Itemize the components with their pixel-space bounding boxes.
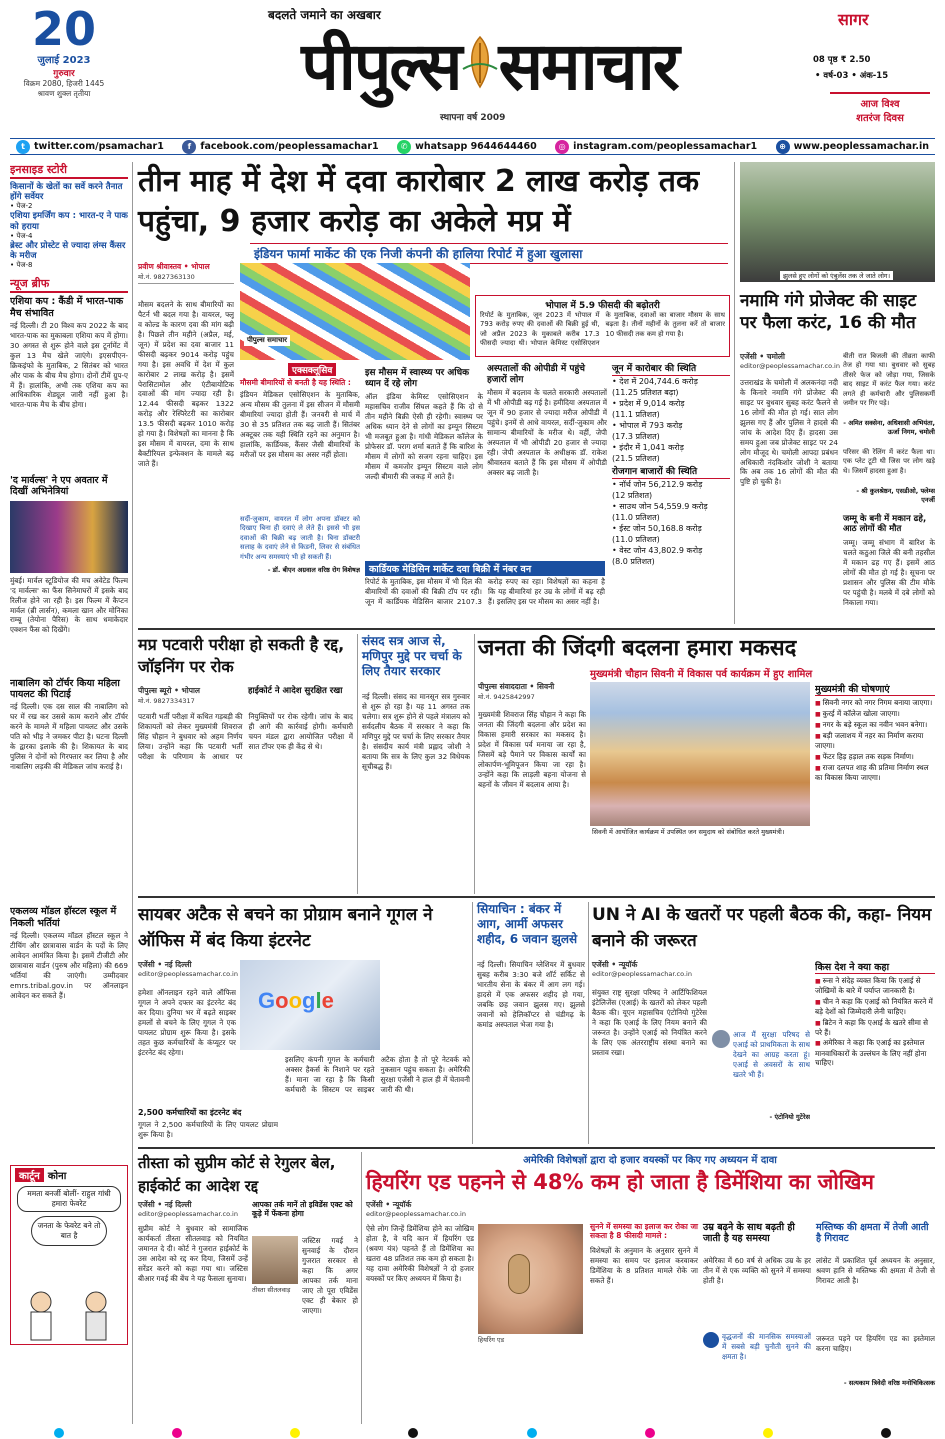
cyber-email: editor@peoplessamachar.co.in (138, 970, 238, 978)
quote-text: आज मैं सुरक्षा परिषद से एआई को प्राथमिकता के साथ देखने का आग्रह करता हूं। एआई से अवसरों के साथ खतरे भी हैं। (733, 1030, 810, 1079)
ghoshna-item: ■ राजा दलपत शाह की प्रतिमा निर्माण स्थल का विकास किया जाएगा। (815, 763, 935, 783)
inside-item[interactable]: एशिया इमर्जिंग कप : भारत-ए ने पाक को हराया (10, 211, 128, 232)
brief-headline: एशिया कप : कैंडी में भारत-पाक मैच संभावित (10, 296, 124, 319)
namami-quote1 (843, 352, 935, 444)
namami-email: editor@peoplessamachar.co.in (740, 362, 840, 370)
jammu-text: जम्मू। जम्मू संभाग में बारिश के चलते कठुआ जिले की बनी तहसील में मकान ढह गए हैं। इसमें आठ लोगों की मौत हो गई है। सूचना पर प्रशासन और पुलिस की टीम मौके पर पहुंची है। मलबे में दबे लोगों को निकाला गया। (843, 538, 935, 607)
tagline: बदलते जमाने का अखबार (268, 8, 381, 22)
siachen-headline: सियाचिन : बंकर में आग, आर्मी अफसर शहीद, 6 जवान झुलसे (477, 902, 578, 946)
zone-item: (12 प्रतिशत) (612, 490, 653, 500)
pills-logo: पीपुल्स समाचार (244, 335, 290, 346)
un-email: editor@peoplessamachar.co.in (592, 970, 692, 978)
hearing-sub-head: सुनने में समस्या का इलाज कर रोका जा सकता है 8 फीसदी मामले : (590, 1222, 698, 1240)
ghoshna-item: ■ बड़ी जलाशय में नहर का निर्माण कराया जाएगा। (815, 731, 935, 751)
hearing-sub-head: उम्र बढ़ने के साथ बढ़ती ही जाती है यह समस्या (703, 1222, 795, 1245)
instagram-icon: ◎ (555, 140, 569, 154)
reg-cyan-icon (527, 1428, 537, 1438)
hearing-headline: हियरिंग एड पहनने से 48% कम हो जाता है डिमेंशिया का जोखिम (366, 1170, 874, 1194)
doctor-quote (240, 515, 360, 585)
date-number: 20 (31, 2, 96, 56)
inside-item[interactable]: ब्रेस्ट और प्रोस्टेट से ज्यादा लंग्स कैंसर के मरीज (10, 240, 126, 261)
hearing-aid-photo (478, 1224, 583, 1334)
teesta-quote-head: आपका तर्क मानें तो इविडेंस एक्ट को कूड़े में फेंकना होगा (252, 1200, 353, 1218)
sansad-headline: संसद सत्र आज से, मणिपुर मुद्दे पर चर्चा के लिए तैयार सरकार (362, 634, 462, 678)
teesta-photo (252, 1236, 298, 1284)
un-text: संयुक्त राष्ट्र सुरक्षा परिषद ने आर्टिफिशियल इंटेलिजेंस (एआई) के खतरों को लेकर पहली बैठक की। यूएन महासचिव एंटोनियो गुटेरेस ने कहा कि एआई के लिए नियम बनाने की जरूरत है। उन्होंने एआई को नियंत्रित करने के लिए एक अंतरराष्ट्रीय संस्था बनाने का प्रस्ताव रखा। (592, 988, 707, 1057)
jammu-headline: जम्मू के बनी में मकान ढहे, आठ लोगों की मौत (843, 514, 927, 535)
reg-yellow-icon (290, 1428, 300, 1438)
lead-sub-head: मौसमी बीमारियों से बनती है यह स्थिति : (240, 378, 351, 387)
quote-author: - एंटोनियो गुटेरेस (769, 1113, 810, 1121)
namami-text: उत्तराखंड के चमोली में अलकनंदा नदी के किनारे नमामि गंगे प्रोजेक्ट की साइट पर बुधवार सुबह करंट फैलने से 16 लोगों की मौत हो गई। सात लोग झुलस गए हैं और पुलिस ने हादसे की जांच के आदेश दिए हैं। हादसा उस समय हुआ जब प्रोजेक्ट साइट पर 24 लोग मौजूद थे। चमोली आपदा प्रबंधन अधिकारी नंदकिशोर जोशी ने बताया कि अब तक 16 लोगों की मौत की पुष्टि हो चुकी है। (740, 378, 838, 487)
un-side-item: ■ चीन ने कहा कि एआई को नियंत्रित करने में बड़े देशों को जिम्मेदारी लेनी चाहिए। (815, 997, 935, 1017)
pages-price: 08 पृष्ठ ₹ 2.50 (813, 55, 871, 65)
un-byline-box (592, 960, 707, 978)
lead-byline: प्रवीण श्रीवास्तव • भोपाल (138, 262, 210, 271)
hearing-sub-head: मस्तिष्क की क्षमता में तेजी आती है गिरावट (816, 1222, 929, 1245)
web-icon: ⊕ (776, 140, 790, 154)
stats-item: (21.5 प्रतिशत) (612, 453, 660, 463)
inside-item[interactable]: किसानों के खेतों का सर्वे करने तैनात होंगे सर्वेयर (10, 182, 123, 203)
patwari-byline: पीपुल्स ब्यूरो • भोपाल (138, 686, 201, 695)
cyber-text: हमेशा ऑनलाइन रहने वाले ऑफिस गूगल ने अपने दफ्तर का इंटरनेट बंद कर दिया। दुनिया भर में बढ़ते साइबर हमलों से बचने के लिए गूगल ने एक पायलट प्रोग्राम शुरू किया है। इसके तहत कुछ कर्मचारियों के कंप्यूटर पर इंटरनेट बंद रहेगा। (138, 988, 236, 1057)
whatsapp-icon: ✆ (397, 140, 411, 154)
zone-item: • ईस्ट जोन 50,168.8 करोड़ (612, 523, 702, 533)
masthead (0, 0, 945, 140)
quote-text: बीती रात बिजली की तीव्रता काफी तेज हो गया था। बुधवार को सुबह तीसरे फेज को जोड़ा गया, जिसके बाद साइट में करंट फैल गया। करंट लगते ही कर्मचारी और पुलिसकर्मी जमीन पर गिर पड़े। (843, 352, 935, 407)
cyber-text2: इसलिए कंपनी गूगल के कर्मचारी अक्सर हैकर्स के निशाने पर रहते हैं। माना जा रहा है कि किसी कर्मचारी के सिस्टम पर साइबर अटैक होता है तो पूरे नेटवर्क को नुकसान पहुंच सकता है। अमेरिकी सुरक्षा एजेंसी ने हाल ही में चेतावनी जारी की थी। (285, 1055, 470, 1094)
teesta-quote-text: जस्टिस गवई ने सुनवाई के दौरान गुजरात सरकार से कहा कि अगर आपका तर्क माना जाए तो पूरा एविडेंस एक्ट ही बेकार हो जाएगा। (302, 1236, 358, 1315)
paper-title (172, 18, 807, 110)
un-byline: एजेंसी • न्यूयॉर्क (592, 960, 638, 969)
hearing-kicker: अमेरिकी विशेषज्ञों द्वारा दो हजार वयस्कों पर किए गए अध्ययन में दावा (523, 1155, 777, 1166)
brief-text: नई दिल्ली। एक दस साल की नाबालिग को घर में रख कर उससे काम कराने और टॉर्चर करने के मामले में महिला पायलट और उसके पति को भीड़ ने जमकर पीटा है। घटना दिल्ली के द्वारका इलाके की है। शिकायत के बाद पुलिस ने दोनों को गिरफ्तार कर लिया है और नाबालिग लड़की की मेडिकल जांच कराई है। (10, 702, 128, 772)
hearing-text: ऐसे लोग जिन्हें डिमेंशिया होने का जोखिम होता है, वे यदि कान में हियरिंग एड (श्रवण यंत्र) पहनते हैं तो डिमेंशिया का खतरा 48 प्रतिशत तक कम हो सकता है। यह दावा अमेरिकी विशेषज्ञों ने दो हजार वयस्कों पर किए अध्ययन में किया है। (366, 1224, 474, 1283)
brief-headline: एकलव्य मॉडल हॉस्टल स्कूल में निकली भर्तियां (10, 906, 117, 929)
print-marks (0, 1427, 945, 1439)
inside-page: • पेज-8 (10, 261, 33, 270)
ghoshna-box (815, 682, 935, 890)
reg-yellow-icon (763, 1428, 773, 1438)
stats-item: • इंदौर में 1,041 करोड़ (612, 442, 684, 452)
teesta-email: editor@peoplessamachar.co.in (138, 1210, 238, 1218)
edition-name: सागर (838, 10, 869, 29)
lead-byline-box (138, 262, 234, 284)
un-headline: UN ने AI के खतरों पर पहली बैठक की, कहा- नियम बनाने की जरूरत (592, 905, 932, 951)
stats-item: (11.25 प्रतिशत बढ़ा) (612, 387, 679, 397)
quote-text: वृद्धजनों की मानसिक समस्याओं में सबसे बड़ी चुनौती सुनने की क्षमता है। (722, 1332, 811, 1361)
lead-sub-head: अस्पतालों की ओपीडी में पहुंचे हजारों लोग (487, 364, 585, 385)
un-side-item: ■ रूस ने संदेह व्यक्त किया कि एआई से जोखिमों के बारे में पर्याप्त जानकारी है। (815, 976, 935, 996)
twitter-icon: t (16, 140, 30, 154)
quote-text: परिसर की रेलिंग में करंट फैला था। एक प्लेट टूटी थी जिस पर लोग खड़े थे। जिसमें हादसा हुआ है। (843, 448, 935, 475)
stats-item: • प्रदेश में 9,014 करोड़ (612, 398, 685, 408)
un-side-box (815, 960, 935, 1142)
cartoon-corner: कोना (47, 1171, 67, 1183)
janta-byline-box (478, 682, 586, 701)
date-samvat: विक्रम 2080, हिजरी 1445 (23, 79, 105, 88)
date-block (14, 2, 114, 99)
hearing-aid-icon (508, 1254, 530, 1294)
lead-col1: मौसम बदलने के साथ बीमारियों का पैटर्न भी बदल गया है। वायरल, फ्लू व कोल्ड के कारण दवा की मांग बढ़ी है। पिछले तीन महीने (अप्रैल, मई, जून) में प्रदेश का दवा बाजार 11 फीसदी बढ़कर 9014 करोड़ पहुंच गया है। इस अवधि में देश में कुल कारोबार 2 लाख करोड़ है। इसमें पेरासिटामोल और एंटीबायोटिक दवाओं की मांग ज्यादा रही है। 12.44 फीसदी बढ़कर 1322 करोड़ और रेस्पिरेटरी का कारोबार 13.5 फीसदी बढ़कर 1010 करोड़ हो गया है। विशेषज्ञों का मानना है कि इस मौसम में वायरल, दमा के साथ बैक्टीरियल इन्फेक्शन के मामले बढ़ जाते हैं। (138, 300, 234, 468)
date-weekday: गुरुवार (53, 69, 75, 79)
hearing-col4: लांसेट में प्रकाशित पूर्व अध्ययन के अनुसार, श्रवण हानि से मस्तिष्क की क्षमता में तेजी से गिरावट आती है। (816, 1256, 935, 1285)
un-side-item: ■ अमेरिका ने कहा कि एआई का इस्तेमाल मानवाधिकारों के उल्लंघन के लिए नहीं होना चाहिए। (815, 1038, 935, 1068)
un-side-item: ■ ब्रिटेन ने कहा कि एआई के खतरे सीमा से परे हैं। (815, 1018, 935, 1038)
title-left: पीपुल्स (301, 28, 461, 105)
quote-author: - श्री कुलश्रेष्ठन, एसडीओ, फ्लेम्स एनर्जी (856, 487, 935, 504)
zone-item: • नॉर्थ जोन 56,212.9 करोड़ (612, 479, 703, 489)
namami-byline-box (740, 352, 840, 370)
hearing-photo-caption: हियरिंग एड (478, 1336, 505, 1344)
hearing-byline: एजेंसी • न्यूयॉर्क (366, 1200, 412, 1209)
patwari-text: पटवारी भर्ती परीक्षा में कथित गड़बड़ी की शिकायतों को लेकर मुख्यमंत्री शिवराज सिंह चौहान ने बुधवार को अहम निर्णय लिया। उन्होंने कहा कि पटवारी भर्ती परीक्षा के परिणाम के आधार पर नियुक्तियों पर रोक रहेगी। जांच के बाद ही आगे की कार्रवाई होगी। कर्मचारी चयन मंडल द्वारा आयोजित परीक्षा में सात टॉपर एक ही केंद्र से थे। (138, 712, 353, 761)
brief-text: नई दिल्ली। टी 20 विश्व कप 2022 के बाद भारत-पाक का मुकाबला एशिया कप में होगा। 30 अगस्त से शुरू होने वाले इस टूर्नामेंट में कुल 13 मैच खेले जाएंगे। इएसपीएन-क्रिकइंफो के मुताबिक, 2 सितंबर को भारत और पाक के बीच मैच होगा। दोनों टीमें ग्रुप-ए में हैं। हालांकि, अभी तक एशिया कप का आधिकारिक शेड्यूल जारी नहीं हुआ है। भारत-पाक मैच के बीच होगा। (10, 320, 128, 410)
inside-page: • पेज-2 (10, 202, 33, 211)
date-month: जुलाई 2023 (37, 55, 91, 66)
brief-text: नई दिल्ली। एकलव्य मॉडल हॉस्टल स्कूल ने टीचिंग और छात्रावास वार्डन के पदों के लिए आवेदन आमंत्रित किया है। इसमें टीजीटी और छात्रावास वार्डन (पुरुष और महिला) की 669 भर्तियां की जाएंगी। उम्मीदवार emrs.tribal.gov.in पर ऑनलाइन आवेदन कर सकते हैं। (10, 931, 128, 1000)
lead-sub-head: इस मौसम में स्वास्थ्य पर अधिक ध्यान दें रहे लोग (365, 368, 470, 389)
card-head: कार्डियक मेडिसिन मार्केट दवा बिक्री में नंबर वन (365, 561, 605, 576)
cyber-sub-head: 2,500 कर्मचारियों का इंटरनेट बंद (138, 1108, 242, 1117)
ghoshna-item: ■ सिवनी नगर को नगर निगम बनाया जाएगा। (815, 698, 935, 708)
lead-deck: इंडियन फार्मा मार्केट की एक निजी कंपनी की हालिया रिपोर्ट में हुआ खुलासा (250, 243, 728, 264)
left-column (10, 162, 128, 1424)
cartoon-bubble: ममता बनर्जी बोलीं- राहुल गांधी हमारा फेवरेट (17, 1186, 121, 1212)
title-right: समाचार (498, 28, 678, 105)
cyber-sub-text: गूगल ने 2,500 कर्मचारियों के लिए पायलट प्रोग्राम शुरू किया है। (138, 1120, 278, 1139)
lead-col3: ऑल इंडिया केमिस्ट एसोसिएशन के महासचिव राजीव सिंघल कहते हैं कि दो से तीन महीने बिक्री ऐसी ही रहेगी। स्वास्थ्य पर अधिक ध्यान देने से लोगों का इम्यून सिस्टम भी मजबूत हुआ है। गांधी मेडिकल कॉलेज के प्रोफेसर डॉ. पराग शर्मा बताते हैं कि बारिश के मौसम में लोगों को सजग रहना चाहिए। इस मौसम में कमजोर इम्यून सिस्टम वाले लोग जल्दी बीमारी की जकड़ में आते हैं। (365, 392, 483, 481)
un-side-title: किस देश ने क्या कहा (815, 960, 935, 974)
inside-story-title: इनसाइड स्टोरी (10, 162, 128, 179)
zone-item: (11.0 प्रतिशत) (612, 534, 660, 544)
janta-photo-caption: सिवनी में आयोजित कार्यक्रम में उपस्थित जन समुदाय को संबोधित करते मुख्यमंत्री। (590, 826, 810, 837)
chamoli-photo (740, 162, 935, 282)
reg-black-icon (881, 1428, 891, 1438)
brief-headline: 'द मार्वल्स' ने एप अवतार में दिखीं अभिनेत्रियां (10, 474, 108, 498)
brief-text: मुंबई। मार्वल स्टूडियोज की मच अवेटेड फिल्म 'द मार्वल्स' का फैंस सिनेमाघरों में इसके बाद रिलीज होने जा रही है। इस फिल्म में कैप्टन मार्वल (ब्री लार्सन), कमला खान और मोनिका राम्बू (तेयोना पैरिस) के साथ धमाकेदार एक्शन फैंस को दिखेंगे। (10, 575, 128, 635)
cartoon-box (10, 1165, 128, 1345)
expert-photo (703, 1332, 719, 1348)
siachen-text: नई दिल्ली। सियाचिन ग्लेशियर में बुधवार सुबह करीब 3:30 बजे शॉर्ट सर्किट से भारतीय सेना के बंकर में आग लग गई। हादसे में एक अफसर शहीद हो गया, जबकि छह जवान झुलस गए। झुलसे जवानों को हेलिकॉप्टर से चंडीगढ़ के कमांड अस्पताल भेजा गया है। (477, 960, 585, 1029)
teesta-photo-caption: तीस्ता सीतलवाड़ (252, 1286, 291, 1294)
zone-item: • वेस्ट जोन 43,802.9 करोड़ (612, 545, 703, 555)
today-line1: आज विश्व (860, 99, 900, 110)
stats-item: (11.1 प्रतिशत) (612, 409, 660, 419)
hearing-quote-author: - सत्यकाम त्रिवेदी वरिष्ठ मनोचिकित्सक (843, 1379, 935, 1387)
google-logo-icon: Google (258, 988, 334, 1013)
news-brief-title: न्यूज ब्रीफ (10, 276, 128, 293)
reg-black-icon (408, 1428, 418, 1438)
janta-photo (590, 682, 810, 837)
zone-item: (11.0 प्रतिशत) (612, 512, 660, 522)
logo-pen-icon (461, 29, 499, 99)
cyber-headline: सायबर अटैक से बचने का प्रोग्राम बनाने गूगल ने ऑफिस में बंद किया इंटरनेट (138, 905, 433, 951)
lead-headline: तीन माह में देश में दवा कारोबार 2 लाख करोड़ तक पहुंचा, 9 हजार करोड़ का अकेले मप्र में (138, 164, 700, 239)
patwari-phone: मो.नं. 9827334317 (138, 697, 195, 705)
teesta-byline-box (138, 1200, 248, 1218)
janta-phone: मो.नं. 9425842997 (478, 693, 535, 701)
stats-item: • देश में 204,744.6 करोड़ (612, 376, 698, 386)
zone-item: (8.0 प्रतिशत) (612, 556, 655, 566)
namami-byline: एजेंसी • चमोली (740, 352, 785, 361)
stats-item: • भोपाल में 793 करोड़ (612, 420, 683, 430)
today-line2: शतरंज दिवस (856, 113, 904, 124)
zone-item: • साउथ जोन 54,559.9 करोड़ (612, 501, 708, 511)
cartoon-title: कार्टून (15, 1168, 44, 1182)
stats-item: (17.3 प्रतिशत) (612, 431, 660, 441)
brief-headline: नाबालिग को टॉर्चर किया महिला पायलट की पिटाई (10, 677, 120, 701)
teesta-byline: एजेंसी • नई दिल्ली (138, 1200, 192, 1209)
hearing-quote2: जरूरत पड़ने पर हियरिंग एड का इस्तेमाल करना चाहिए। (816, 1334, 935, 1353)
exclusive-tag: एक्सक्लूसिव (288, 363, 336, 376)
today-box (830, 92, 930, 124)
patwari-byline-box (138, 686, 238, 705)
quote-author: - अमित सक्सेना, अधिशासी अभियंता, ऊर्जा निगम, चमोली (843, 419, 935, 436)
janta-headline: जनता की जिंदगी बदलना हमारा मकसद (478, 636, 797, 661)
hearing-email: editor@peoplessamachar.co.in (366, 1210, 466, 1218)
social-instagram[interactable]: ◎ instagram.com/peoplessamachar1 (555, 140, 757, 154)
guterres-photo (712, 1030, 730, 1048)
facebook-icon: f (182, 140, 196, 154)
cyber-byline: एजेंसी • नई दिल्ली (138, 960, 192, 969)
reg-magenta-icon (645, 1428, 655, 1438)
namami-headline: नमामि गंगे प्रोजेक्ट की साइट पर फैला करंट, 16 की मौत (740, 291, 917, 333)
stats-head: जून में कारोबार की स्थिति (612, 364, 730, 376)
social-whatsapp[interactable]: ✆ whatsapp 9644644460 (397, 140, 537, 154)
ghoshna-title: मुख्यमंत्री की घोषणाएं (815, 682, 935, 696)
hearing-col3: अमेरिका में 60 वर्ष से अधिक उम्र के हर तीन में से एक व्यक्ति को सुनने में समस्या होती है। (703, 1256, 811, 1285)
social-web[interactable]: ⊕ www.peoplessamachar.in (776, 140, 929, 154)
hearing-byline-box (366, 1200, 474, 1218)
pills-photo (240, 263, 470, 360)
lead-col4: मौसम में बदलाव के चलते सरकारी अस्पतालों में भी ओपीडी बढ़ गई है। हमीदिया अस्पताल में जून में 90 हजार से ज्यादा मरीज ओपीडी में पहुंचे। इनमें से आधे वायरल, सर्दी-जुकाम और सामान्य बीमारियों के मरीज थे। वहीं, जेपी अस्पताल में भी ओपीडी 20 हजार से ज्यादा रही। जेपी अस्पताल के अधीक्षक डॉ. राकेश श्रीवास्तव बताते हैं कि इस मौसम में ओपीडी अक्सर बढ़ जाती है। (487, 388, 607, 477)
social-facebook[interactable]: f facebook.com/peoplessamachar1 (182, 140, 378, 154)
bhopal-box (475, 295, 730, 357)
cartoon-figure-icon (11, 1282, 127, 1342)
inside-page: • पेज-4 (10, 231, 33, 240)
namami-quote2 (843, 448, 935, 510)
janta-byline: पीपुल्स संवाददाता • सिवनी (478, 682, 555, 691)
reg-magenta-icon (172, 1428, 182, 1438)
lead-phone: मो.नं. 9827363130 (138, 272, 234, 284)
patwari-hc-head: हाईकोर्ट ने आदेश सुरक्षित रखा (248, 686, 343, 696)
bhopal-box-text: रिपोर्ट के मुताबिक, जून 2023 में भोपाल में 793 करोड़ रुपए की दवाओं की बिक्री हुई थी, जो अप्रैल 2023 के मुकाबले करीब 17.3 फीसदी ज्यादा थी। भोपाल केमिस्ट एसोसिएशन के मुताबिक, दवाओं का बाजार मौसम के साथ बढ़ता है। तीनों महीनों के तुलना करें तो बाजार 10 फीसदी तक कम हो गया है। (480, 311, 725, 348)
volume-issue: • वर्ष-03 • अंक-15 (815, 71, 889, 81)
janta-text: मुख्यमंत्री शिवराज सिंह चौहान ने कहा कि जनता की जिंदगी बदलना और प्रदेश का विकास हमारी सरकार का मकसद है। प्रदेश में विकास पर्व मनाया जा रहा है, जिसमें बड़े पैमाने पर विकास कार्यों का लोकार्पण-भूमिपूजन किया जा रहा है। उन्होंने कहा कि लाड़ली बहना योजना से बहनों के जीवन में बदलाव आया है। (478, 710, 586, 789)
ghoshna-item: ■ फेंटर हिड़ हड़ाल तक सड़क निर्माण। (815, 752, 935, 762)
sansad-text: नई दिल्ली। संसद का मानसून सत्र गुरुवार से शुरू हो रहा है। यह 11 अगस्त तक चलेगा। सत्र शुरू होने से पहले मंत्रालय को सर्वदलीय बैठक में सरकार ने कहा कि मणिपुर मुद्दे पर चर्चा के लिए सरकार तैयार है। संसदीय कार्य मंत्री प्रह्लाद जोशी ने बताया कि सत्र के लिए कुल 32 विधेयक सूचीबद्ध हैं। (362, 692, 470, 771)
zone-head: रोजगान बाजारों की स्थिति (612, 467, 730, 479)
reg-cyan-icon (54, 1428, 64, 1438)
date-tithi: श्रावण शुक्ल तृतीया (37, 89, 91, 98)
patwari-headline: मप्र पटवारी परीक्षा हो सकती है रद्द, जॉइनिंग पर रोक (138, 635, 345, 676)
lead-col2: इंडियन मेडिकल एसोसिएशन के मुताबिक, अन्य मौसम की तुलना में इस सीजन में मौसमी बीमारियां ज्यादा होती हैं। जनवरी से मार्च में 30 से 35 प्रतिशत तक बढ़ जाती हैं। सितंबर अक्टूबर तक यही स्थिति रहने का अनुमान है। हालांकि, कार्डियक, कैंसर जैसी बीमारियों के मरीजों पर इस मौसम का असर नहीं होता। (240, 390, 360, 459)
cartoon-bubble: जनता के फेवरेट बने तो बात है (31, 1216, 107, 1246)
quote-text: सर्दी-जुकाम, वायरल में लोग अपना डॉक्टर को दिखाए बिना ही दवाएं ले लेते हैं। इससे भी इस दवाओं की बिक्री बढ़ जाती है। बिना डॉक्टरी सलाह के दवाएं लेने से किडनी, लिवर से संबंधित गंभीर अन्य समस्याएं भी हो सकती हैं। (240, 515, 360, 561)
hearing-col2: विशेषज्ञों के अनुमान के अनुसार सुनने में समस्या का समय पर इलाज करवाकर डिमेंशिया के 8 प्रतिशत मामले रोके जा सकते हैं। (590, 1246, 698, 1285)
social-twitter[interactable]: t twitter.com/psamachar1 (16, 140, 164, 154)
marvels-photo (10, 501, 128, 573)
business-stats (612, 364, 730, 624)
un-quote (712, 1030, 810, 1142)
ghoshna-item: ■ नगर के बड़े स्कूल का नवीन भवन बनेगा। (815, 720, 935, 730)
google-photo (240, 960, 380, 1050)
hearing-quote (703, 1332, 811, 1424)
social-bar (10, 138, 935, 155)
ghoshna-item: ■ कुरई में कॉलेज खोला जाएगा। (815, 709, 935, 719)
card-text: रिपोर्ट के मुताबिक, इस मौसम में भी दिल की बीमारियों की दवाओं की बिक्री टॉप पर रही। जून में कार्डियक मेडिसिन बाजार 2107.3 करोड़ रुपए का रहा। विशेषज्ञों का कहना है कि यह बीमारियां हर उम्र के लोगों में बढ़ रही हैं। इसलिए इस पर मौसम का असर नहीं है। (365, 577, 605, 606)
janta-deck: मुख्यमंत्री चौहान सिवनी में विकास पर्व कार्यक्रम में हुए शामिल (590, 669, 813, 680)
bhopal-box-title: भोपाल में 5.9 फीसदी की बढ़ोतरी (545, 301, 660, 311)
teesta-text: सुप्रीम कोर्ट ने बुधवार को सामाजिक कार्यकर्ता तीस्ता सीतलवाड़ को नियमित जमानत दे दी। कोर्ट ने गुजरात हाईकोर्ट के उस आदेश को रद्द कर दिया, जिसमें उन्हें सरेंडर करने को कहा गया था। जस्टिस बीआर गवई की बेंच ने यह फैसला सुनाया। (138, 1224, 248, 1283)
quote-author: - डॉ. बीएन अग्रवाल वरिष्ठ रोग विशेषज्ञ (267, 566, 360, 574)
chamoli-photo-caption: झुलसे हुए लोगों को एंबुलेंस तक ले जाते लोग। (780, 271, 893, 280)
teesta-headline: तीस्ता को सुप्रीम कोर्ट से रेगुलर बेल, हाईकोर्ट का आदेश रद्द (138, 1154, 336, 1195)
founded-year: स्थापना वर्ष 2009 (440, 113, 506, 123)
